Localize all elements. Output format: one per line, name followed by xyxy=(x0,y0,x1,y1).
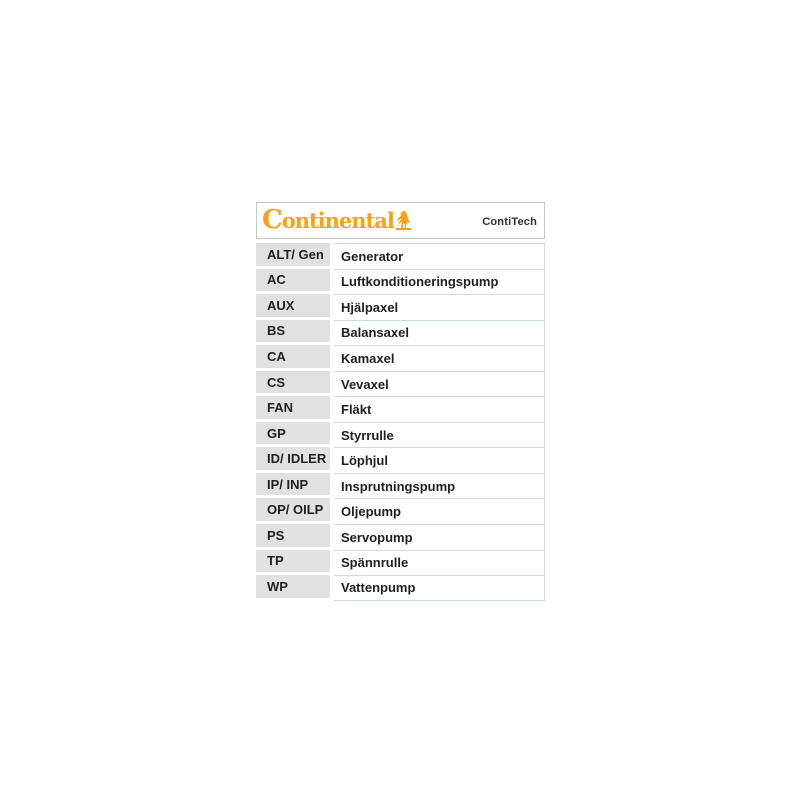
table-row xyxy=(256,524,545,550)
code-cell: WP xyxy=(256,575,330,598)
description-cell: Kamaxel xyxy=(334,345,545,371)
code-cell: CS xyxy=(256,371,330,394)
code-cell: AC xyxy=(256,269,330,292)
description-cell: Hjälpaxel xyxy=(334,294,545,320)
legend-table xyxy=(256,243,545,601)
code-cell: IP/ INP xyxy=(256,473,330,496)
description-cell: Generator xyxy=(334,243,545,269)
code-cell: TP xyxy=(256,550,330,573)
code-cell: FAN xyxy=(256,396,330,419)
table-row xyxy=(256,422,545,448)
brand-header xyxy=(256,202,545,239)
code-cell: ALT/ Gen xyxy=(256,243,330,266)
table-row xyxy=(256,269,545,295)
description-cell: Löphjul xyxy=(334,447,545,473)
description-cell: Styrrulle xyxy=(334,422,545,448)
table-row xyxy=(256,243,545,269)
table-row xyxy=(256,371,545,397)
continental-wordmark: Continental xyxy=(262,205,394,235)
description-cell: Oljepump xyxy=(334,498,545,524)
table-row xyxy=(256,447,545,473)
table-row xyxy=(256,345,545,371)
code-cell: CA xyxy=(256,345,330,368)
table-row xyxy=(256,473,545,499)
description-cell: Fläkt xyxy=(334,396,545,422)
description-cell: Luftkonditioneringspump xyxy=(334,269,545,295)
rearing-horse-icon xyxy=(396,210,411,230)
description-cell: Spännrulle xyxy=(334,550,545,576)
table-row xyxy=(256,575,545,601)
contitech-label: ContiTech xyxy=(482,215,537,228)
table-row xyxy=(256,396,545,422)
table-row xyxy=(256,320,545,346)
code-cell: GP xyxy=(256,422,330,445)
code-cell: ID/ IDLER xyxy=(256,447,330,470)
description-cell: Balansaxel xyxy=(334,320,545,346)
description-cell: Vevaxel xyxy=(334,371,545,397)
description-cell: Servopump xyxy=(334,524,545,550)
continental-logo xyxy=(262,205,411,235)
horse-ground-line xyxy=(396,228,411,230)
code-cell: PS xyxy=(256,524,330,547)
description-cell: Insprutningspump xyxy=(334,473,545,499)
code-cell: BS xyxy=(256,320,330,343)
description-cell: Vattenpump xyxy=(334,575,545,601)
code-cell: AUX xyxy=(256,294,330,317)
table-row xyxy=(256,498,545,524)
legend-card xyxy=(256,202,545,601)
table-row xyxy=(256,294,545,320)
table-row xyxy=(256,550,545,576)
code-cell: OP/ OILP xyxy=(256,498,330,521)
